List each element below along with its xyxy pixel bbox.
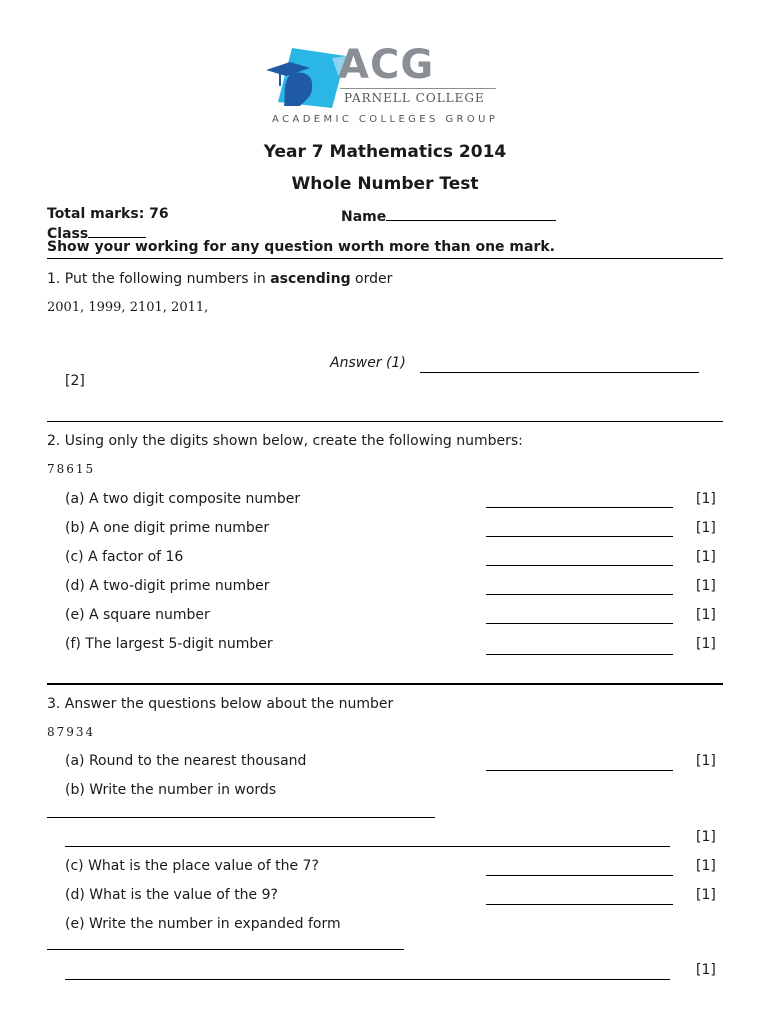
q2-item-d: (d) A two-digit prime number (65, 578, 270, 594)
q2-item-e: (e) A square number (65, 607, 210, 623)
q1-marks: [2] (65, 373, 85, 389)
q2-item-f: (f) The largest 5-digit number (65, 636, 273, 652)
class-blank[interactable] (88, 223, 146, 238)
q3-item-a: (a) Round to the nearest thousand (65, 753, 307, 769)
total-marks: Total marks: 76 (47, 206, 169, 222)
q3-answer-line-b1[interactable] (47, 817, 435, 818)
q2-marks-e: [1] (696, 607, 716, 623)
q3-number: 87934 (47, 725, 96, 739)
q3-answer-line-a[interactable] (486, 770, 673, 771)
logo-rule (340, 88, 496, 89)
header-divider (47, 258, 723, 259)
q3-marks-e: [1] (696, 962, 716, 978)
name-blank[interactable] (386, 206, 556, 221)
q1-prompt (47, 271, 392, 287)
q2-answer-line-a[interactable] (486, 507, 673, 508)
logo-group: ACADEMIC COLLEGES GROUP (272, 114, 499, 125)
q3-marks-d: [1] (696, 887, 716, 903)
q2-answer-line-f[interactable] (486, 654, 673, 655)
q3-prompt: 3. Answer the questions below about the number (47, 696, 394, 712)
name-field[interactable] (341, 206, 556, 225)
q2-marks-c: [1] (696, 549, 716, 565)
q3-item-e: (e) Write the number in expanded form (65, 916, 341, 932)
q1-numbers: 2001, 1999, 2101, 2011, (47, 300, 209, 315)
q3-answer-line-d[interactable] (486, 904, 673, 905)
q2-item-b: (b) A one digit prime number (65, 520, 270, 536)
q1-answer-label: Answer (1) (330, 355, 406, 371)
q2-prompt: 2. Using only the digits shown below, create the following numbers: (47, 433, 523, 449)
q3-marks-c: [1] (696, 858, 716, 874)
class-label: Class (47, 226, 89, 242)
q1-divider (47, 421, 723, 422)
q3-item-c: (c) What is the place value of the 7? (65, 858, 319, 874)
logo-college: PARNELL COLLEGE (344, 91, 485, 105)
name-label: Name (341, 209, 387, 225)
q3-marks-a: [1] (696, 753, 716, 769)
q3-answer-line-e1[interactable] (47, 949, 404, 950)
logo-wordmark: ACG (338, 42, 435, 88)
q2-item-a: (a) A two digit composite number (65, 491, 301, 507)
q3-item-d: (d) What is the value of the 9? (65, 887, 278, 903)
q2-marks-b: [1] (696, 520, 716, 536)
q2-marks-d: [1] (696, 578, 716, 594)
q3-answer-line-c[interactable] (486, 875, 673, 876)
q2-answer-line-e[interactable] (486, 623, 673, 624)
q2-answer-line-d[interactable] (486, 594, 673, 595)
q2-answer-line-b[interactable] (486, 536, 673, 537)
q1-suffix: order (350, 271, 393, 287)
q2-answer-line-c[interactable] (486, 565, 673, 566)
acg-logo (262, 44, 502, 130)
q3-marks-b: [1] (696, 829, 716, 845)
q2-digits: 78615 (47, 462, 96, 476)
q1-prefix: 1. Put the following numbers in (47, 271, 271, 287)
page-title: Year 7 Mathematics 2014 (263, 142, 507, 162)
q2-marks-a: [1] (696, 491, 716, 507)
q2-item-c: (c) A factor of 16 (65, 549, 184, 565)
page-subtitle: Whole Number Test (291, 174, 479, 194)
instruction: Show your working for any question worth more than one mark. (47, 239, 555, 255)
q3-answer-line-b2[interactable] (65, 846, 670, 847)
q3-item-b: (b) Write the number in words (65, 782, 277, 798)
q2-marks-f: [1] (696, 636, 716, 652)
q2-divider (47, 683, 723, 685)
q1-answer-line[interactable] (420, 372, 699, 373)
q1-emphasis: ascending (270, 271, 351, 287)
q3-answer-line-e2[interactable] (65, 979, 670, 980)
